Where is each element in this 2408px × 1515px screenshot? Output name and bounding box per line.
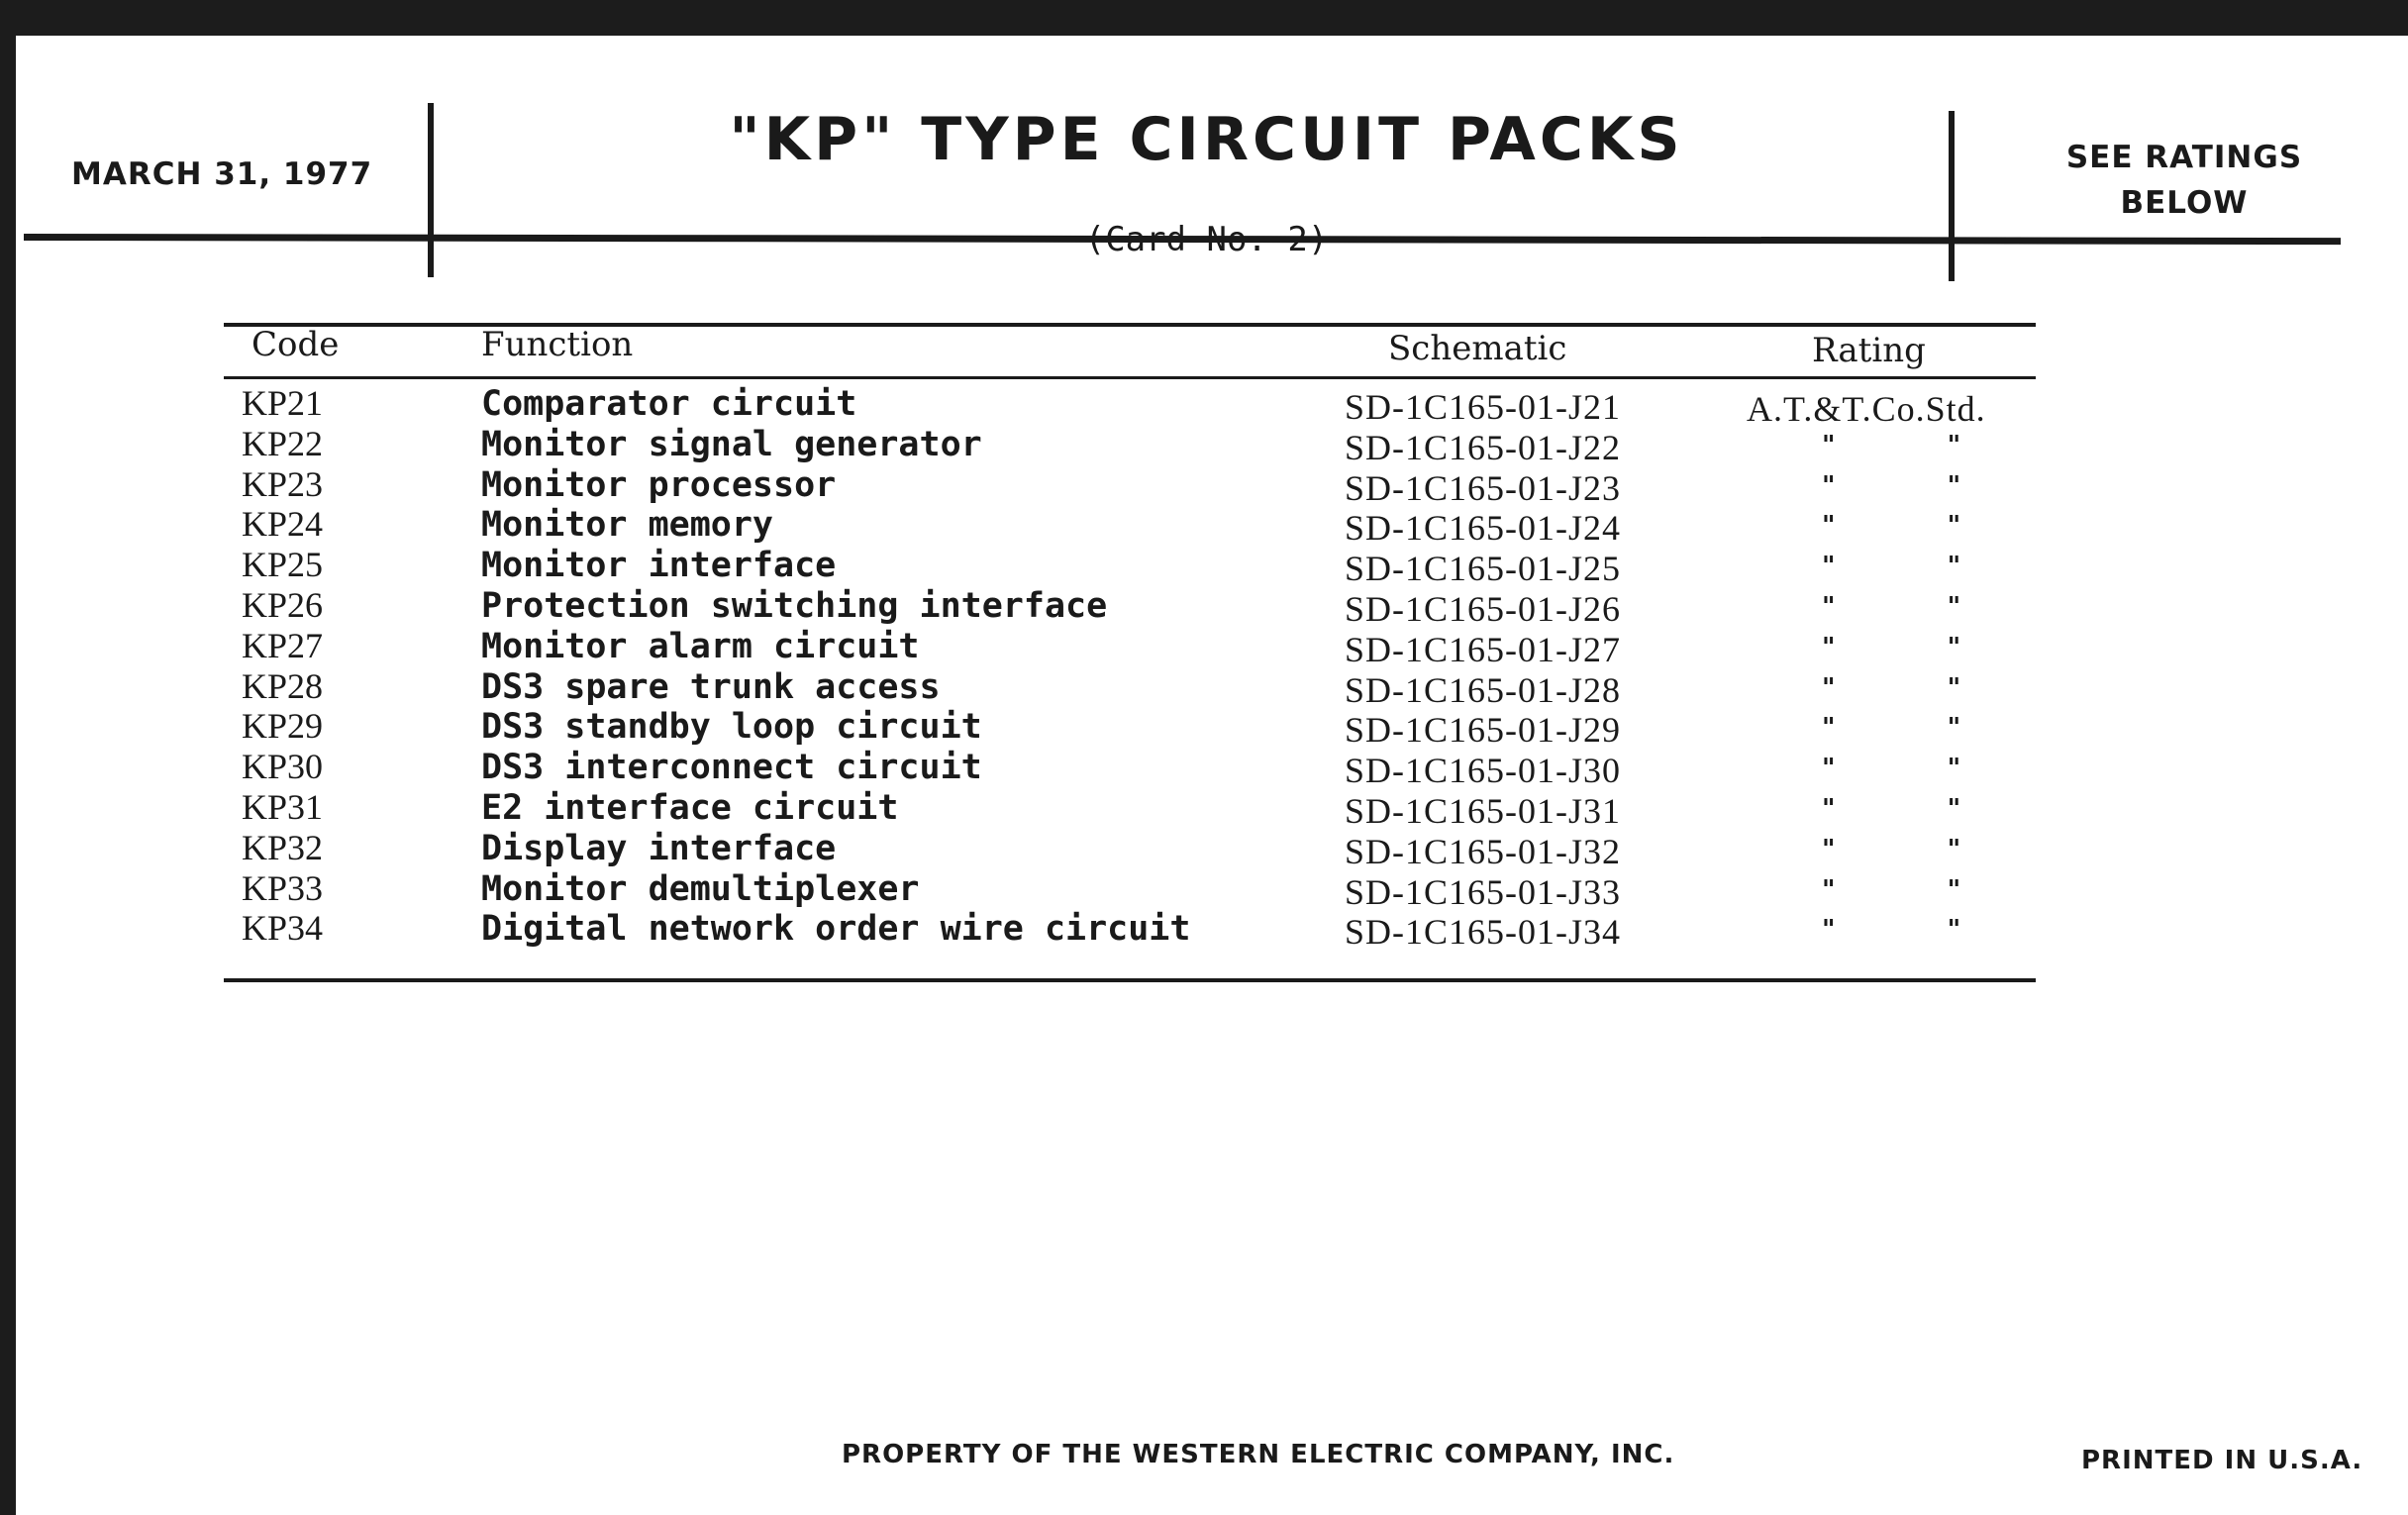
- cell-rating: " ": [1822, 754, 1961, 784]
- cell-code: KP31: [242, 787, 324, 827]
- ratings-note-line1: SEE RATINGS: [2065, 140, 2303, 175]
- cell-rating: " ": [1822, 874, 1961, 905]
- ratings-note-line2: BELOW: [2120, 185, 2249, 221]
- cell-code: KP32: [242, 827, 324, 867]
- cell-code: KP28: [242, 665, 324, 706]
- cell-code: KP21: [242, 383, 324, 423]
- cell-code: KP24: [242, 504, 324, 545]
- cell-rating: " ": [1822, 470, 1961, 501]
- cell-code: KP27: [242, 625, 324, 665]
- cell-rating: " ": [1822, 511, 1961, 542]
- table-row: [16, 827, 2408, 871]
- cell-function: Protection switching interface: [481, 586, 1108, 626]
- column-header-rating: Rating: [1812, 331, 1926, 370]
- cell-rating: " ": [1822, 672, 1961, 703]
- cell-code: KP23: [242, 463, 324, 504]
- table-row: [16, 544, 2408, 589]
- cell-rating: " ": [1822, 794, 1961, 824]
- cell-schematic: SD-1C165-01-J24: [1345, 508, 1622, 549]
- table-row: [16, 705, 2408, 751]
- cell-function: DS3 spare trunk access: [481, 666, 941, 707]
- column-header-function: Function: [481, 325, 634, 364]
- cell-function: Monitor interface: [481, 546, 837, 586]
- cell-function: Monitor processor: [481, 464, 837, 505]
- cell-function: Monitor demultiplexer: [481, 868, 920, 909]
- cell-schematic: SD-1C165-01-J26: [1345, 589, 1622, 629]
- cell-rating: " ": [1822, 552, 1961, 582]
- cell-code: KP34: [242, 908, 324, 949]
- cell-schematic: SD-1C165-01-J30: [1345, 751, 1622, 791]
- cell-code: KP29: [242, 706, 324, 747]
- cell-schematic: SD-1C165-01-J25: [1345, 549, 1622, 589]
- cell-code: KP33: [242, 867, 324, 908]
- table-row: [16, 746, 2408, 791]
- table-row: [16, 665, 2408, 710]
- cell-schematic: SD-1C165-01-J23: [1345, 467, 1622, 508]
- cell-rating: " ": [1822, 834, 1961, 864]
- cell-schematic: SD-1C165-01-J27: [1345, 629, 1622, 669]
- cell-code: KP30: [242, 747, 324, 787]
- cell-rating: " ": [1822, 915, 1961, 946]
- table-row: [16, 867, 2408, 912]
- cell-code: KP22: [242, 423, 324, 463]
- table-row: [16, 423, 2408, 467]
- printed-notice: PRINTED IN U.S.A.: [2081, 1446, 2363, 1475]
- header-right-divider: [1949, 111, 1955, 281]
- cell-schematic: SD-1C165-01-J31: [1345, 791, 1622, 831]
- cell-rating: " ": [1822, 713, 1961, 744]
- cell-schematic: SD-1C165-01-J34: [1345, 912, 1622, 953]
- table-row: [16, 907, 2408, 953]
- table-row: [16, 503, 2408, 549]
- cell-function: DS3 standby loop circuit: [481, 707, 982, 748]
- header-left-divider: [428, 103, 434, 277]
- catalog-card: [16, 36, 2408, 1515]
- cell-rating: " ": [1822, 430, 1961, 460]
- cell-function: Monitor signal generator: [481, 424, 982, 464]
- cell-rating: " ": [1822, 592, 1961, 622]
- table-row: [16, 463, 2408, 508]
- cell-function: Digital network order wire circuit: [481, 909, 1191, 950]
- cell-rating: " ": [1822, 632, 1961, 662]
- cell-function: Display interface: [481, 828, 837, 868]
- cell-function: Comparator circuit: [481, 384, 857, 424]
- table-row: [16, 625, 2408, 669]
- column-header-code: Code: [251, 325, 340, 364]
- cell-function: DS3 interconnect circuit: [481, 748, 982, 788]
- cell-schematic: SD-1C165-01-J32: [1345, 831, 1622, 871]
- table-row: [16, 584, 2408, 629]
- property-notice: PROPERTY OF THE WESTERN ELECTRIC COMPANY, INC.: [842, 1440, 1675, 1469]
- cell-rating: A.T.&T.Co.Std.: [1747, 389, 1986, 429]
- ratings-note: [1976, 135, 2392, 226]
- table-row: [16, 786, 2408, 831]
- table-bottom-rule: [224, 978, 2036, 982]
- table-header-rule: [224, 376, 2036, 379]
- cell-schematic: SD-1C165-01-J29: [1345, 710, 1622, 751]
- cell-schematic: SD-1C165-01-J22: [1345, 427, 1622, 467]
- cell-function: Monitor memory: [481, 505, 774, 546]
- cell-schematic: SD-1C165-01-J28: [1345, 669, 1622, 710]
- table-row: [16, 382, 2408, 429]
- column-header-schematic: Schematic: [1388, 329, 1567, 368]
- cell-function: E2 interface circuit: [481, 788, 899, 828]
- card-date: MARCH 31, 1977: [71, 156, 373, 192]
- cell-schematic: SD-1C165-01-J33: [1345, 871, 1622, 912]
- cell-schematic: SD-1C165-01-J21: [1345, 387, 1622, 427]
- cell-code: KP26: [242, 585, 324, 625]
- cell-code: KP25: [242, 545, 324, 585]
- page-title: "KP" TYPE CIRCUIT PACKS: [729, 105, 1684, 174]
- cell-function: Monitor alarm circuit: [481, 626, 920, 666]
